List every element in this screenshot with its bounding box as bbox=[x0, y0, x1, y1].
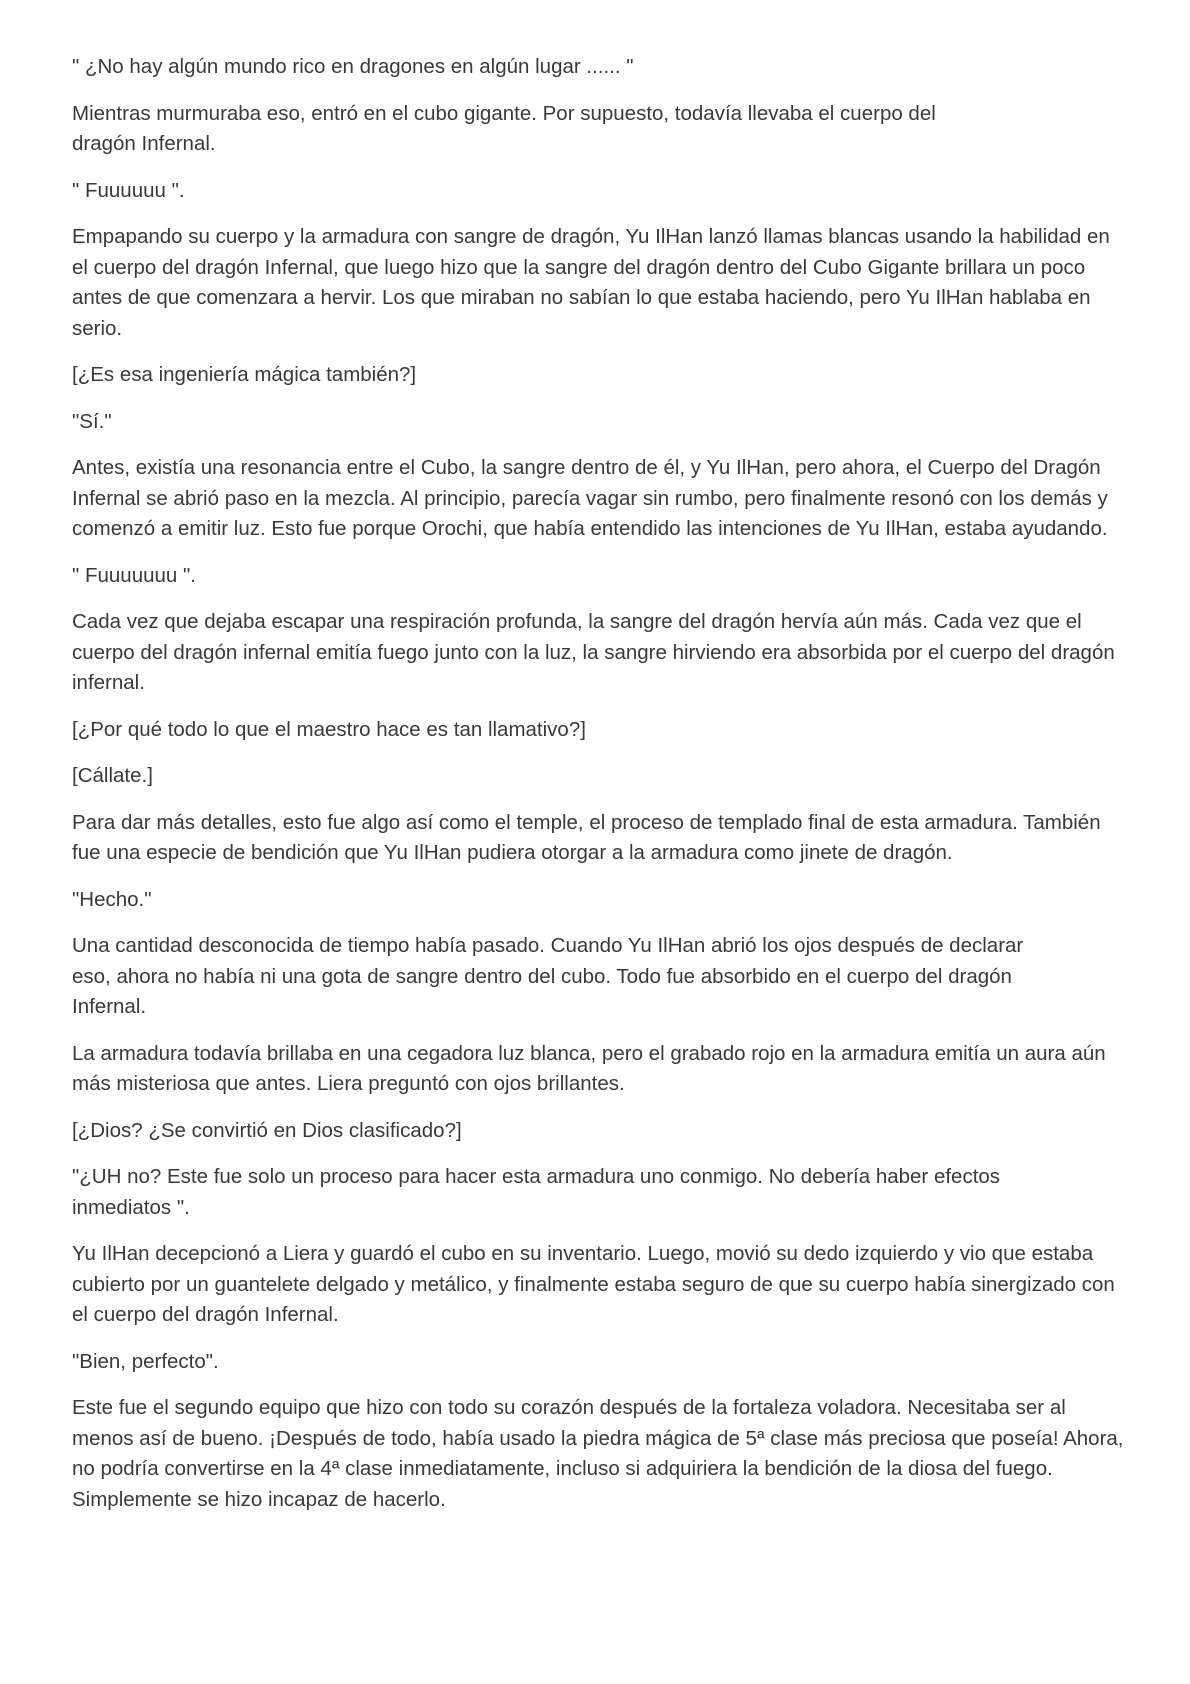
paragraph-18: Yu IlHan decepcionó a Liera y guardó el cubo en su inventario. Luego, movió su dedo izquierdo y vio que estaba cubierto por un guantelete delgado y metálico, y finalmente estaba seguro de que su cuerpo había sinergizado con el cuerpo del dragón Infernal. bbox=[72, 1242, 1115, 1326]
paragraph-4: Empapando su cuerpo y la armadura con sangre de dragón, Yu IlHan lanzó llamas blancas usando la habilidad en el cuerpo del dragón Infernal, que luego hizo que la sangre del dragón dentro del Cubo Gigante brillara un poco antes de que comenzara a hervir. Los que miraban no sabían lo que estaba haciendo, pero Yu IlHan hablaba en serio. bbox=[72, 225, 1110, 340]
paragraph-14: Una cantidad desconocida de tiempo había pasado. Cuando Yu IlHan abrió los ojos después de declarar eso, ahora no había ni una gota de sangre dentro del cubo. Todo fue absorbido en el cuerpo del dragón Infernal. bbox=[72, 934, 1024, 1018]
paragraph-3: " Fuuuuuu ". bbox=[72, 178, 185, 202]
paragraph-2: Mientras murmuraba eso, entró en el cubo gigante. Por supuesto, todavía llevaba el cuerpo del dragón Infernal. bbox=[72, 101, 936, 155]
paragraph-17: "¿UH no? Este fue solo un proceso para hacer esta armadura uno conmigo. No debería haber efectos inmediatos ". bbox=[72, 1165, 1001, 1219]
paragraph-1: " ¿No hay algún mundo rico en dragones en algún lugar ...... " bbox=[72, 55, 634, 78]
paragraph-13: "Hecho." bbox=[72, 887, 152, 911]
document-page bbox=[72, 52, 1124, 1531]
paragraph-11: [Cállate.] bbox=[72, 764, 153, 787]
paragraph-6: "Sí." bbox=[72, 409, 112, 433]
paragraph-12: Para dar más detalles, esto fue algo así como el temple, el proceso de templado final de esta armadura. También fue una especie de bendición que Yu IlHan pudiera otorgar a la armadura como jinete de dragón. bbox=[72, 810, 1101, 864]
paragraph-8: " Fuuuuuuu ". bbox=[72, 563, 196, 587]
paragraph-16: [¿Dios? ¿Se convirtió en Dios clasificado?] bbox=[72, 1118, 462, 1142]
paragraph-10: [¿Por qué todo lo que el maestro hace es tan llamativo?] bbox=[72, 717, 586, 741]
paragraph-15: La armadura todavía brillaba en una cegadora luz blanca, pero el grabado rojo en la armadura emitía un aura aún más misteriosa que antes. Liera preguntó con ojos brillantes. bbox=[72, 1041, 1106, 1095]
paragraph-5: [¿Es esa ingeniería mágica también?] bbox=[72, 363, 417, 386]
paragraph-7: Antes, existía una resonancia entre el Cubo, la sangre dentro de él, y Yu IlHan, pero ahora, el Cuerpo del Dragón Infernal se abrió paso en la mezcla. Al principio, parecía vagar sin rumbo, pero finalmente resonó con los demás y comenzó a emitir luz. Esto fue porque Orochi, que había entendido las intenciones de Yu IlHan, estaba ayudando. bbox=[72, 456, 1108, 540]
paragraph-9: Cada vez que dejaba escapar una respiración profunda, la sangre del dragón hervía aún más. Cada vez que el cuerpo del dragón infernal emitía fuego junto con la luz, la sangre hirviendo era absorbida por el cuerpo del dragón infernal. bbox=[72, 610, 1115, 694]
paragraph-19: "Bien, perfecto". bbox=[72, 1349, 219, 1373]
paragraph-20: Este fue el segundo equipo que hizo con todo su corazón después de la fortaleza voladora. Necesitaba ser al menos así de bueno. ¡Después de todo, había usado la piedra mágica de 5ª clase más preciosa que poseía! Ahora, no podría convertirse en la 4ª clase inmediatamente, incluso si adquiriera la bendición de la diosa del fuego. Simplemente se hizo incapaz de hacerlo. bbox=[72, 1396, 1124, 1511]
